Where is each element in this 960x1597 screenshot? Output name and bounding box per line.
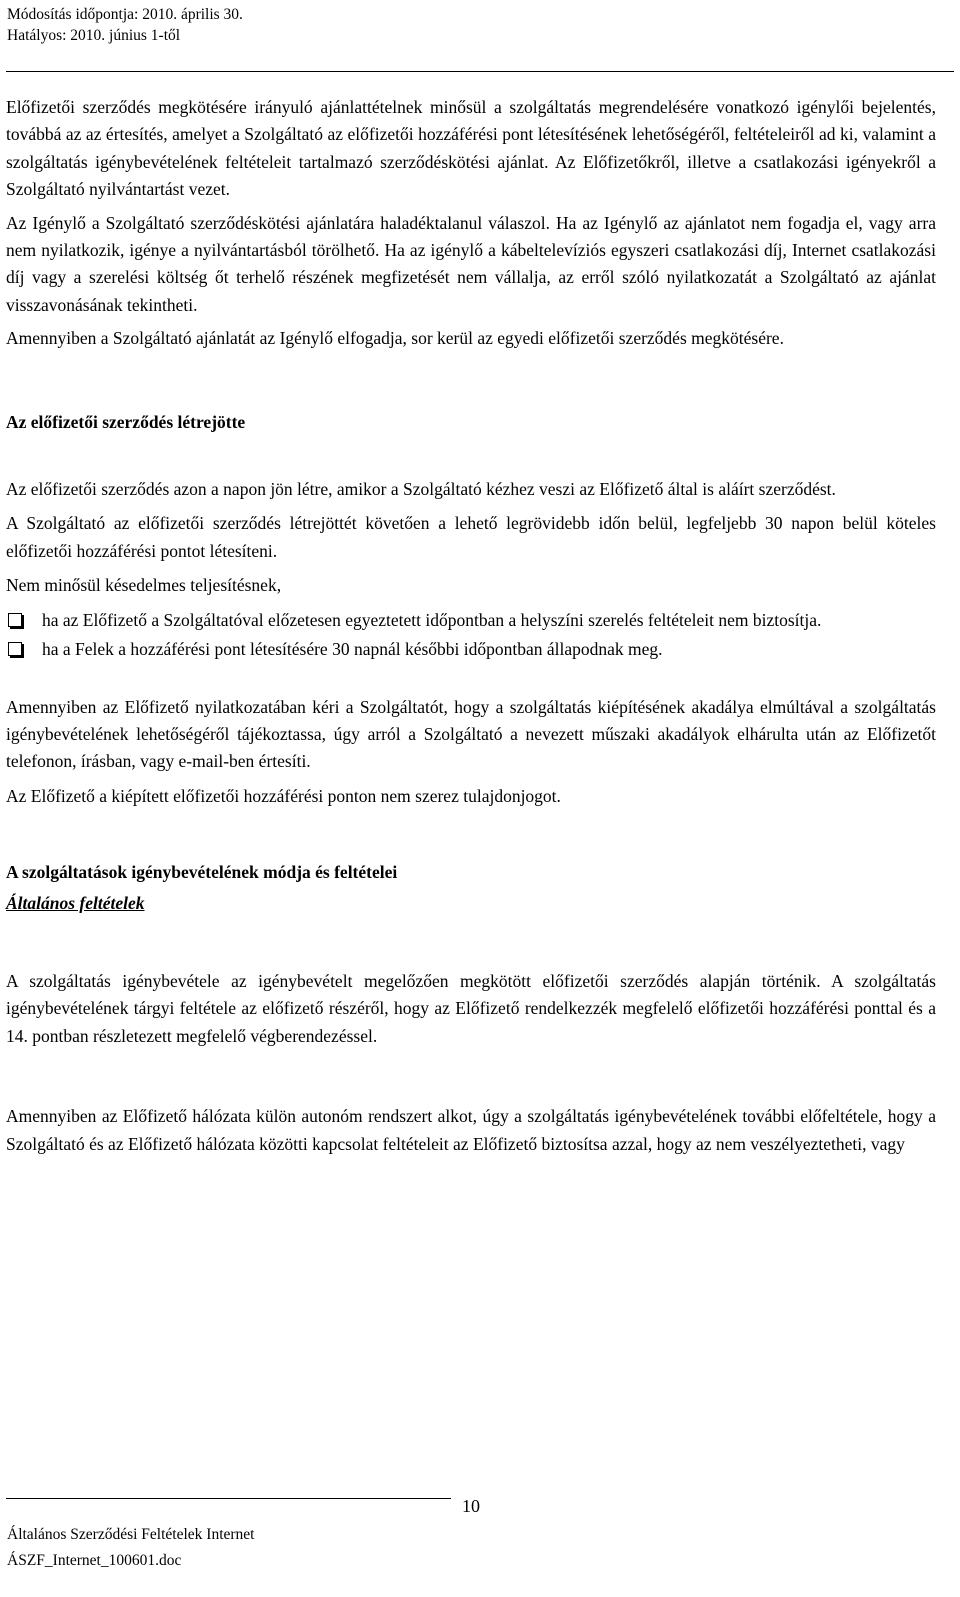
paragraph: Az előfizetői szerződés azon a napon jön létre, amikor a Szolgáltató kézhez veszi az Előfizető által is aláírt szerződést. [6,479,836,500]
list-item [6,607,936,634]
list-item-text: ha az Előfizető a Szolgáltatóval előzetesen egyeztetett időpontban a helyszíni szerelés feltételeit nem biztosítja. [42,609,822,630]
effective-date: Hatályos: 2010. június 1-től [7,27,181,44]
paragraph: Amennyiben a Szolgáltató ajánlatát az Igénylő elfogadja, sor kerül az egyedi előfizetői szerződés megkötésére. [6,328,784,349]
list-item-text: ha a Felek a hozzáférési pont létesítésére 30 napnál későbbi időpontban állapodnak meg. [42,639,663,660]
footer-file-name: ÁSZF_Internet_100601.doc [7,1552,182,1569]
page-footer [7,1522,254,1574]
paragraph: A Szolgáltató az előfizetői szerződés létrejöttét követően a lehető legrövidebb időn belül, legfeljebb 30 napon belül köteles előfizetői hozzáférési pontot létesíteni. [6,513,936,561]
paragraph: Amennyiben az Előfizető hálózata külön autonóm rendszert alkot, úgy a szolgáltatás igénybevételének további előfeltétele, hogy a Szolgáltató és az Előfizető hálózata közötti kapcsolat feltételeit az Előfizető biztosítsa azzal, hogy az nem veszélyeztetheti, vagy [6,1106,936,1154]
page-number: 10 [462,1496,480,1516]
paragraph: Nem minősül késedelmes teljesítésnek, [6,575,282,596]
paragraph: Az Előfizető a kiépített előfizetői hozzáférési ponton nem szerez tulajdonjogot. [6,785,561,806]
modification-date: Módosítás időpontja: 2010. április 30. [7,6,243,23]
section-heading: Az előfizetői szerződés létrejötte [6,411,246,432]
checkbox-bullet-icon [8,613,22,627]
document-body [6,94,936,1158]
footer-divider [6,1498,451,1499]
subsection-heading: Általános feltételek [6,892,145,913]
footer-document-title: Általános Szerződési Feltételek Internet [7,1526,255,1543]
page-header [7,4,243,46]
paragraph: Az Igénylő a Szolgáltató szerződéskötési ajánlatára haladéktalanul válaszol. Ha az Igénylő az ajánlatot nem fogadja el, vagy arra nem nyilatkozik, igénye a nyilvántartásból törölhető. Ha az igénylő a kábeltelevíziós egyszeri csatlakozási díj, Internet csatlakozási díj vagy a szerelési költség őt terhelő részének megfizetését nem vállalja, az erről szóló nyilatkozatát a Szolgáltató az ajánlat visszavonásának tekintheti. [6,212,936,315]
header-divider [6,71,954,72]
paragraph: Amennyiben az Előfizető nyilatkozatában kéri a Szolgáltatót, hogy a szolgáltatás kiépítésének akadálya elmúltával a szolgáltatás igénybevételének lehetőségéről tájékoztassa, úgy arról a Szolgáltató a nevezett műszaki akadályok elhárulta után az Előfizetőt telefonon, írásban, vagy e-mail-ben értesíti. [6,696,936,772]
section-heading: A szolgáltatások igénybevételének módja és feltételei [6,862,398,883]
checkbox-bullet-icon [8,642,22,656]
list-item [6,636,936,663]
paragraph: Előfizetői szerződés megkötésére irányuló ajánlattételnek minősül a szolgáltatás megrendelésére vonatkozó igénylői bejelentés, továbbá az az értesítés, amelyet a Szolgáltató az előfizetői hozzáférési pont létesítésének lehetőségéről, feltételeiről ad ki, valamint a szolgáltatás igénybevételének feltételeit tartalmazó szerződéskötési ajánlat. Az Előfizetőkről, illetve a csatlakozási igényekről a Szolgáltató nyilvántartást vezet. [6,97,936,200]
paragraph: A szolgáltatás igénybevétele az igénybevételt megelőzően megkötött előfizetői szerződés alapján történik. A szolgáltatás igénybevételének tárgyi feltétele az előfizető részéről, hogy az Előfizető rendelkezzék megfelelő előfizetői hozzáférési ponttal és a 14. pontban részletezett megfelelő végberendezéssel. [6,970,936,1046]
